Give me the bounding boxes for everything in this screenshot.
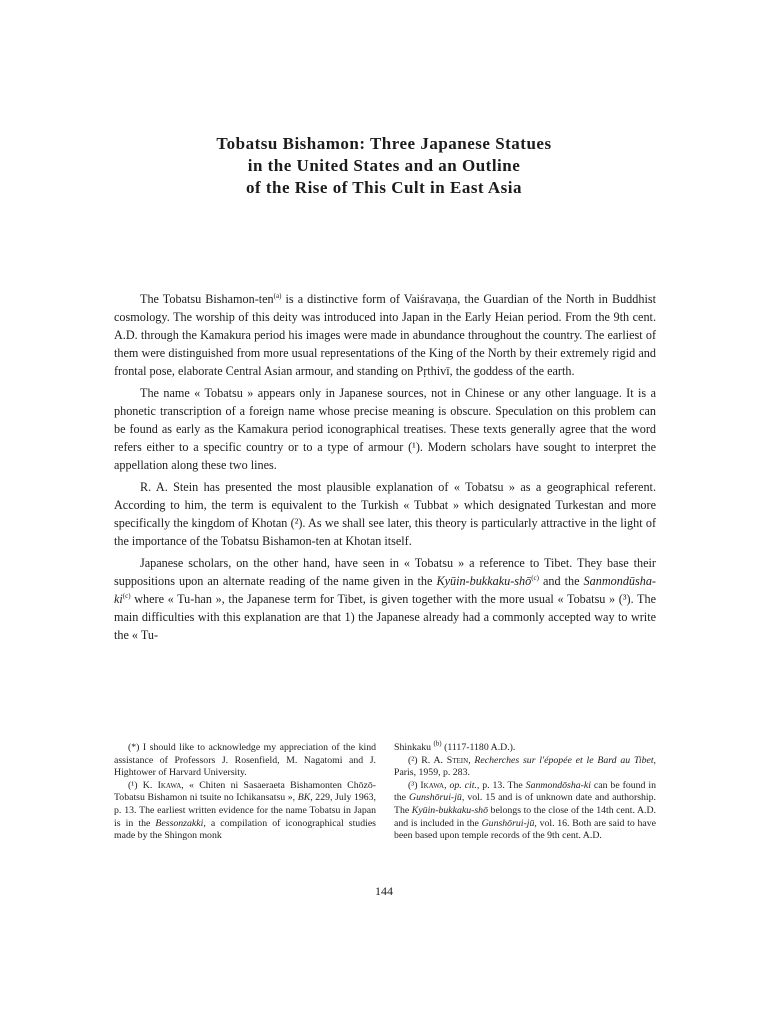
footnote-text: , 229, July 1963, p. 13. The earliest written evidence for the name Tobatsu in Japan is in the	[114, 792, 376, 829]
article-body	[114, 290, 656, 648]
footnote-acknowledgement: (*) I should like to acknowledge my appreciation of the kind assistance of Professors J. Rosenfield, M. Nagatomi and J. Hightower of Harvard University.	[114, 742, 376, 779]
footnote-ref: (c)	[531, 573, 539, 582]
paragraph-text: The Tobatsu Bishamon-ten	[140, 292, 274, 306]
italic-title: Kyūin-bukkaku-shō	[411, 804, 488, 816]
paragraph-text: and the	[538, 574, 584, 588]
footnote-1-continued	[394, 739, 656, 755]
paragraph-4	[114, 554, 656, 644]
footnote-text: ,	[444, 779, 450, 791]
paragraph-1	[114, 290, 656, 380]
title-line-1: Tobatsu Bishamon: Three Japanese Statues	[216, 134, 552, 153]
page-number: 144	[375, 884, 393, 898]
footnote-text: , Paris, 1959, p. 283.	[394, 754, 656, 779]
footnote-ref: (a)	[273, 291, 282, 300]
footnote-1	[114, 780, 376, 843]
italic-title: Bessonzakki	[155, 817, 204, 829]
footnotes	[114, 739, 656, 843]
italic-title: Sanmondōsha-ki	[525, 779, 591, 791]
footnote-text: (³)	[408, 779, 421, 791]
italic-title: Sanmondūsha-ki	[114, 574, 656, 606]
italic-title: Recherches sur l'épopée et le Bard au Tibet	[474, 754, 654, 766]
italic-title: Gunshōrui-jū	[481, 817, 535, 829]
footnote-text: , « Chiten ni Sasaeraeta Bishamonten Chōzō-Tobatsu Bishamon ni tsuite no Ichikansatsu »,	[114, 779, 376, 804]
footnote-text: ,	[468, 754, 475, 766]
footnotes-left-column	[114, 742, 376, 843]
footnote-text: , a compilation of iconographical studies made by the Shingon monk	[114, 817, 376, 842]
footnote-ref: (b)	[433, 739, 442, 748]
paragraph-2: The name « Tobatsu » appears only in Japanese sources, not in Chinese or any other language. It is a phonetic transcription of a foreign name whose precise meaning is obscure. Speculation on this problem can be found as early as the Kamakura period iconographical treatises. These texts generally agree that the word refers either to a specific country or to a type of armour (¹). Modern scholars have sought to interpret the appellation along these two lines.	[114, 386, 656, 472]
footnote-text: , vol. 16. Both are said to have been based upon temple records of the 9th cent. A.D.	[394, 817, 656, 842]
article-title	[120, 133, 648, 199]
footnotes-right-column	[394, 739, 656, 843]
footnote-ref: (c)	[122, 591, 131, 600]
author-name: Ikawa	[420, 779, 445, 791]
footnote-text: (¹) K.	[128, 779, 158, 791]
footnote-3	[394, 780, 656, 843]
footnote-text: , p. 13. The	[476, 779, 526, 791]
title-line-2: in the United States and an Outline	[247, 156, 521, 175]
footnote-2	[394, 755, 656, 780]
paragraph-text: is a distinctive form of Vaiśravaṇa, the Guardian of the North in Buddhist cosmology. The worship of this deity was introduced into Japan in the Early Heian period. From the 9th cent. A.D. through the Kamakura period his images were made in abundance throughout the country. The earliest of them were distinguished from more usual representations of the King of the North by their extremely rigid and frontal pose, elaborate Central Asian armour, and standing on Pṛthivī, the goddess of the earth.	[114, 292, 656, 378]
paragraph-text: where « Tu-han », the Japanese term for Tibet, is given together with the more usual « Tobatsu » (³). The main difficulties with this explanation are that 1) the Japanese already had a commonly accepted way to write the « Tu-	[114, 592, 656, 642]
footnote-text: (1117-1180 A.D.).	[441, 742, 516, 753]
author-name: Ikawa	[157, 779, 182, 791]
footnote-text: belongs to the close of the 14th cent. A.D. and is included in the	[394, 804, 656, 829]
footnote-text: Shinkaku	[394, 742, 434, 753]
paragraph-3: R. A. Stein has presented the most plausible explanation of « Tobatsu » as a geographical referent. According to him, the term is equivalent to the Turkish « Tubbat » which designated Turkestan and more specifically the kingdom of Khotan (²). As we shall see later, this theory is particularly attractive in the light of the importance of the Tobatsu Bishamon-ten at Khotan itself.	[114, 480, 656, 548]
italic-title: Gunshōrui-jū	[409, 792, 462, 804]
italic-title: op. cit.	[449, 779, 477, 791]
paragraph-text: Japanese scholars, on the other hand, have seen in « Tobatsu » a reference to Tibet. They base their suppositions upon an alternate reading of the name given in the	[114, 556, 656, 588]
italic-title: Kyūin-bukkaku-shō	[436, 574, 532, 588]
footnote-text: can be found in the	[394, 779, 656, 804]
italic-title: BK	[297, 792, 311, 804]
title-line-3: of the Rise of This Cult in East Asia	[245, 178, 523, 197]
footnote-text: (²) R. A.	[408, 754, 447, 766]
author-name: Stein	[446, 754, 469, 766]
footnote-text: , vol. 15 and is of unknown date and authorship. The	[394, 792, 656, 816]
